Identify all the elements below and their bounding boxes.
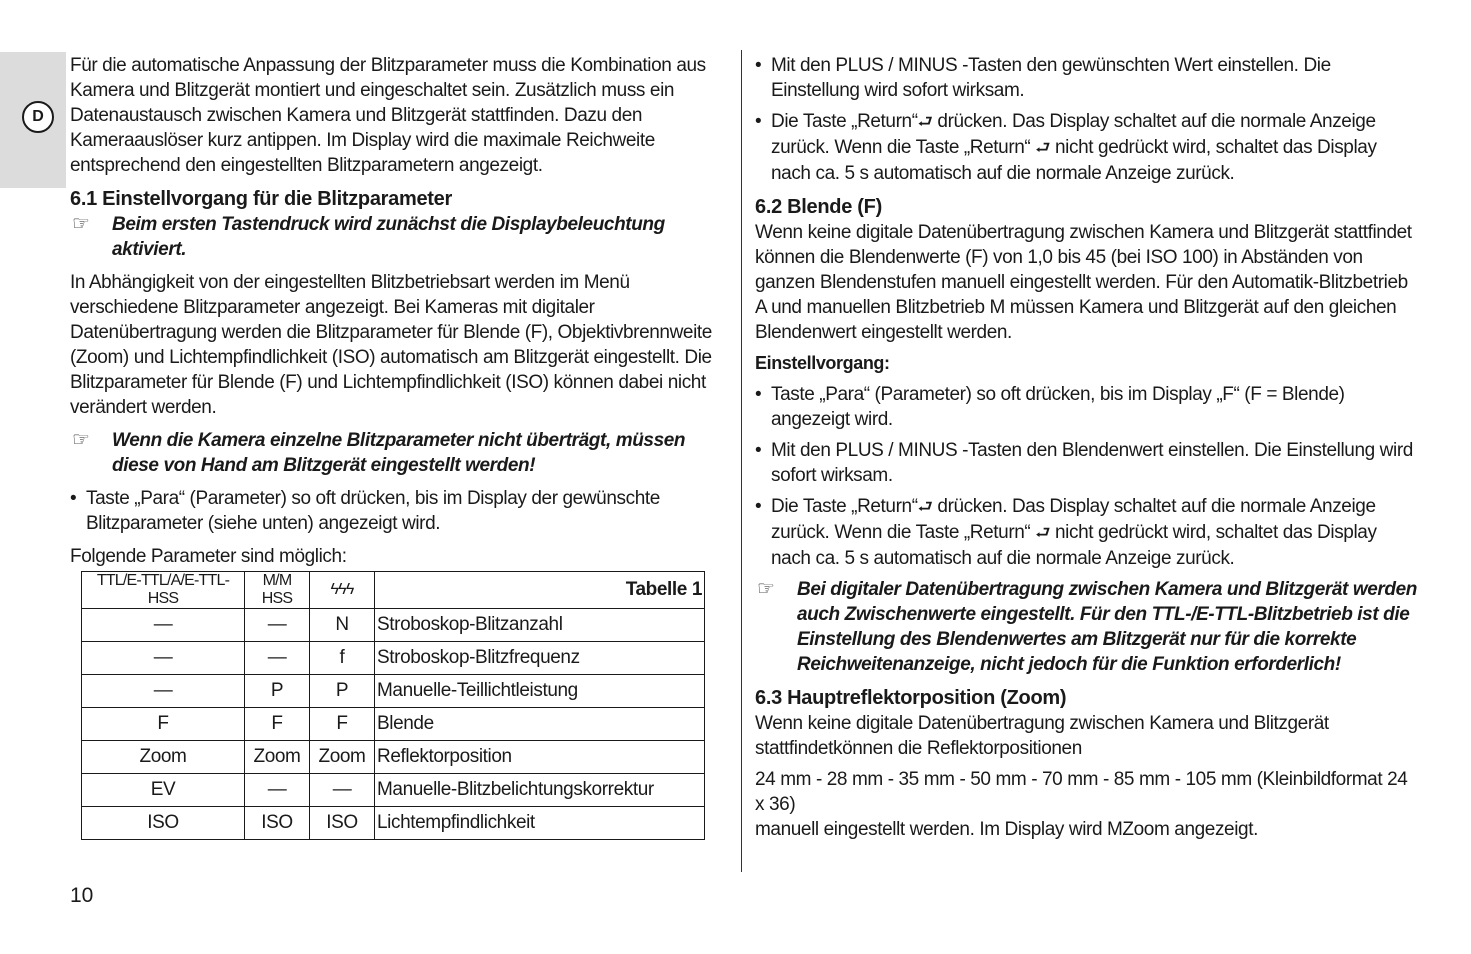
return-icon: ⮐ [917, 497, 933, 517]
language-tab-letter: D [22, 101, 54, 133]
table-row [82, 807, 705, 840]
table-cell: Zoom [310, 741, 375, 774]
section-heading-6-1: 6.1 Einstellvorgang für die Blitzparameter [70, 188, 452, 210]
table-cell: — [245, 774, 310, 807]
note-text: Bei digitaler Datenübertragung zwischen Kamera und Blitzgerät werden auch Zwischenwerte eingestellt. Für den TTL-/E-TTL-Blitzbetrieb ist die Einstellung des Blendenwertes am Blitzgerät nur für die korrekte Reichweitenanzeige, nicht jedoch für die Funktion erforderlich! [797, 579, 1417, 675]
intro-paragraph: Für die automatische Anpassung der Blitzparameter muss die Kombination aus Kamera und Blitzgerät montiert und eingeschaltet sein. Zusätzlich muss ein Datenaustausch zwischen Kamera und Blitzgerät stattfinden. Dazu den Kameraauslöser kurz antippen. Im Display wird die maximale Reichweite entsprechend den eingestellten Blitzparametern angezeigt. [70, 55, 706, 176]
table-cell: Reflektorposition [375, 741, 705, 774]
table-cell: F [310, 708, 375, 741]
table-cell: N [310, 609, 375, 642]
header-manual-modes: M/M HSS [245, 572, 310, 609]
bullet-dot: • [755, 384, 762, 405]
table-cell: P [245, 675, 310, 708]
note-manual-setting [70, 428, 730, 478]
bullet-text-part: Die Taste „Return“ [771, 111, 918, 132]
table-cell: ISO [82, 807, 245, 840]
paragraph-zoom-manual: manuell eingestellt werden. Im Display wird MZoom angezeigt. [755, 819, 1258, 840]
table-cell: Manuelle-Blitzbelichtungskorrektur [375, 774, 705, 807]
table-cell: — [82, 675, 245, 708]
bullet-dot: • [755, 111, 762, 132]
bullet-text: Mit den PLUS / MINUS -Tasten den Blendenwert einstellen. Die Einstellung wird sofort wirksam. [771, 440, 1413, 486]
pointing-hand-icon: ☞ [72, 213, 90, 235]
table-cell: Stroboskop-Blitzanzahl [375, 609, 705, 642]
bullet-para-f [755, 382, 1420, 432]
bullet-text: Taste „Para“ (Parameter) so oft drücken, bis im Display der gewünschte Blitzparameter (siehe unten) angezeigt wird. [86, 488, 660, 534]
paragraph-zoom: Wenn keine digitale Datenübertragung zwischen Kamera und Blitzgerät stattfindetkönnen die Reflektorpositionen [755, 713, 1329, 759]
bullet-para-key [70, 486, 730, 536]
table-cell: Lichtempfindlichkeit [375, 807, 705, 840]
table-cell: Manuelle-Teillichtleistung [375, 675, 705, 708]
table-cell: F [82, 708, 245, 741]
bullet-plus-minus-aperture [755, 438, 1420, 488]
table-row [82, 675, 705, 708]
table-row [82, 708, 705, 741]
header-ttl-modes: TTL/E-TTL/A/E-TTL-HSS [82, 572, 245, 609]
bullet-text-part: nicht gedrückt wird, schaltet das Display nach ca. 5 s automatisch auf die normale Anzeige zurück. [771, 137, 1377, 184]
table-cell: — [82, 642, 245, 675]
bullet-dot: • [755, 496, 762, 517]
note-digital-transfer [755, 577, 1420, 677]
bullet-dot: • [70, 488, 77, 509]
bullet-text-part: nicht gedrückt wird, schaltet das Display nach ca. 5 s automatisch auf die normale Anzeige zurück. [771, 522, 1377, 569]
bullet-return-key-2 [755, 494, 1420, 571]
note-text: Wenn die Kamera einzelne Blitzparameter nicht überträgt, müssen diese von Hand am Blitzgerät eingestellt werden! [112, 430, 686, 476]
table-row [82, 774, 705, 807]
bullet-text-part: Die Taste „Return“ [771, 496, 918, 517]
table-cell: — [82, 609, 245, 642]
paragraph-parameters: In Abhängigkeit von der eingestellten Blitzbetriebsart werden im Menü verschiedene Blitzparameter angezeigt. Bei Kameras mit digitaler Datenübertragung werden die Blitzparameter für Blende (F), Objektivbrennweite (Zoom) und Lichtempfindlichkeit (ISO) automatisch am Blitzgerät eingestellt. Die Blitzparameter für Blende (F) und Lichtempfindlichkeit (ISO) können dabei nicht verändert werden. [70, 272, 712, 418]
table-cell: f [310, 642, 375, 675]
table-cell: — [310, 774, 375, 807]
return-icon: ⮐ [1035, 523, 1051, 543]
procedure-subheading: Einstellvorgang: [755, 353, 890, 373]
table-row [82, 642, 705, 675]
bullet-text: Mit den PLUS / MINUS -Tasten den gewünschten Wert einstellen. Die Einstellung wird sofort wirksam. [771, 55, 1331, 101]
paragraph-zoom-values: 24 mm - 28 mm - 35 mm - 50 mm - 70 mm - 85 mm - 105 mm (Kleinbildformat 24 x 36) [755, 769, 1408, 815]
bullet-plus-minus [755, 53, 1420, 103]
table-cell: ISO [310, 807, 375, 840]
table-cell: Blende [375, 708, 705, 741]
column-divider [741, 50, 742, 872]
section-heading-6-2: 6.2 Blende (F) [755, 196, 882, 218]
table-cell: Zoom [82, 741, 245, 774]
table-cell: EV [82, 774, 245, 807]
table-cell: — [245, 642, 310, 675]
section-heading-6-3: 6.3 Hauptreflektorposition (Zoom) [755, 687, 1067, 709]
table-cell: — [245, 609, 310, 642]
bullet-text: Taste „Para“ (Parameter) so oft drücken, bis im Display „F“ (F = Blende) angezeigt wird. [771, 384, 1345, 430]
page-number: 10 [70, 884, 94, 907]
note-text: Beim ersten Tastendruck wird zunächst die Displaybeleuchtung aktiviert. [112, 214, 665, 260]
bullet-return-key [755, 109, 1420, 186]
return-icon: ⮐ [1035, 138, 1051, 158]
table-row [82, 609, 705, 642]
stroboscope-icon: ϟϟϟ [310, 572, 375, 609]
bullet-text-part: drücken. Das Display schaltet auf die normale Anzeige zurück. Wenn die Taste „Return“ [771, 496, 1376, 543]
return-icon: ⮐ [917, 112, 933, 132]
table-cell: ISO [245, 807, 310, 840]
bullet-text-part: drücken. Das Display schaltet auf die normale Anzeige zurück. Wenn die Taste „Return“ [771, 111, 1376, 158]
table-cell: Zoom [245, 741, 310, 774]
pointing-hand-icon: ☞ [757, 578, 775, 600]
table-cell: P [310, 675, 375, 708]
parameters-table [81, 571, 705, 840]
table-cell: Stroboskop-Blitzfrequenz [375, 642, 705, 675]
right-column [755, 53, 1420, 842]
table-caption: Tabelle 1 [375, 572, 705, 609]
paragraph-aperture: Wenn keine digitale Datenübertragung zwischen Kamera und Blitzgerät stattfindet können die Blendenwerte (F) von 1,0 bis 45 (bei ISO 100) in Abständen von ganzen Blendenstufen manuell eingestellt werden. Für den Automatik-Blitzbetrieb A und manuellen Blitzbetrieb M müssen Kamera und Blitzgerät auf den gleichen Blendenwert eingestellt werden. [755, 222, 1412, 343]
bullet-dot: • [755, 440, 762, 461]
table-header-row [82, 572, 705, 609]
pointing-hand-icon: ☞ [72, 429, 90, 451]
left-column [70, 53, 730, 569]
table-row [82, 741, 705, 774]
table-cell: F [245, 708, 310, 741]
bullet-dot: • [755, 55, 762, 76]
note-display-light [70, 212, 730, 262]
following-parameters-text: Folgende Parameter sind möglich: [70, 546, 347, 567]
